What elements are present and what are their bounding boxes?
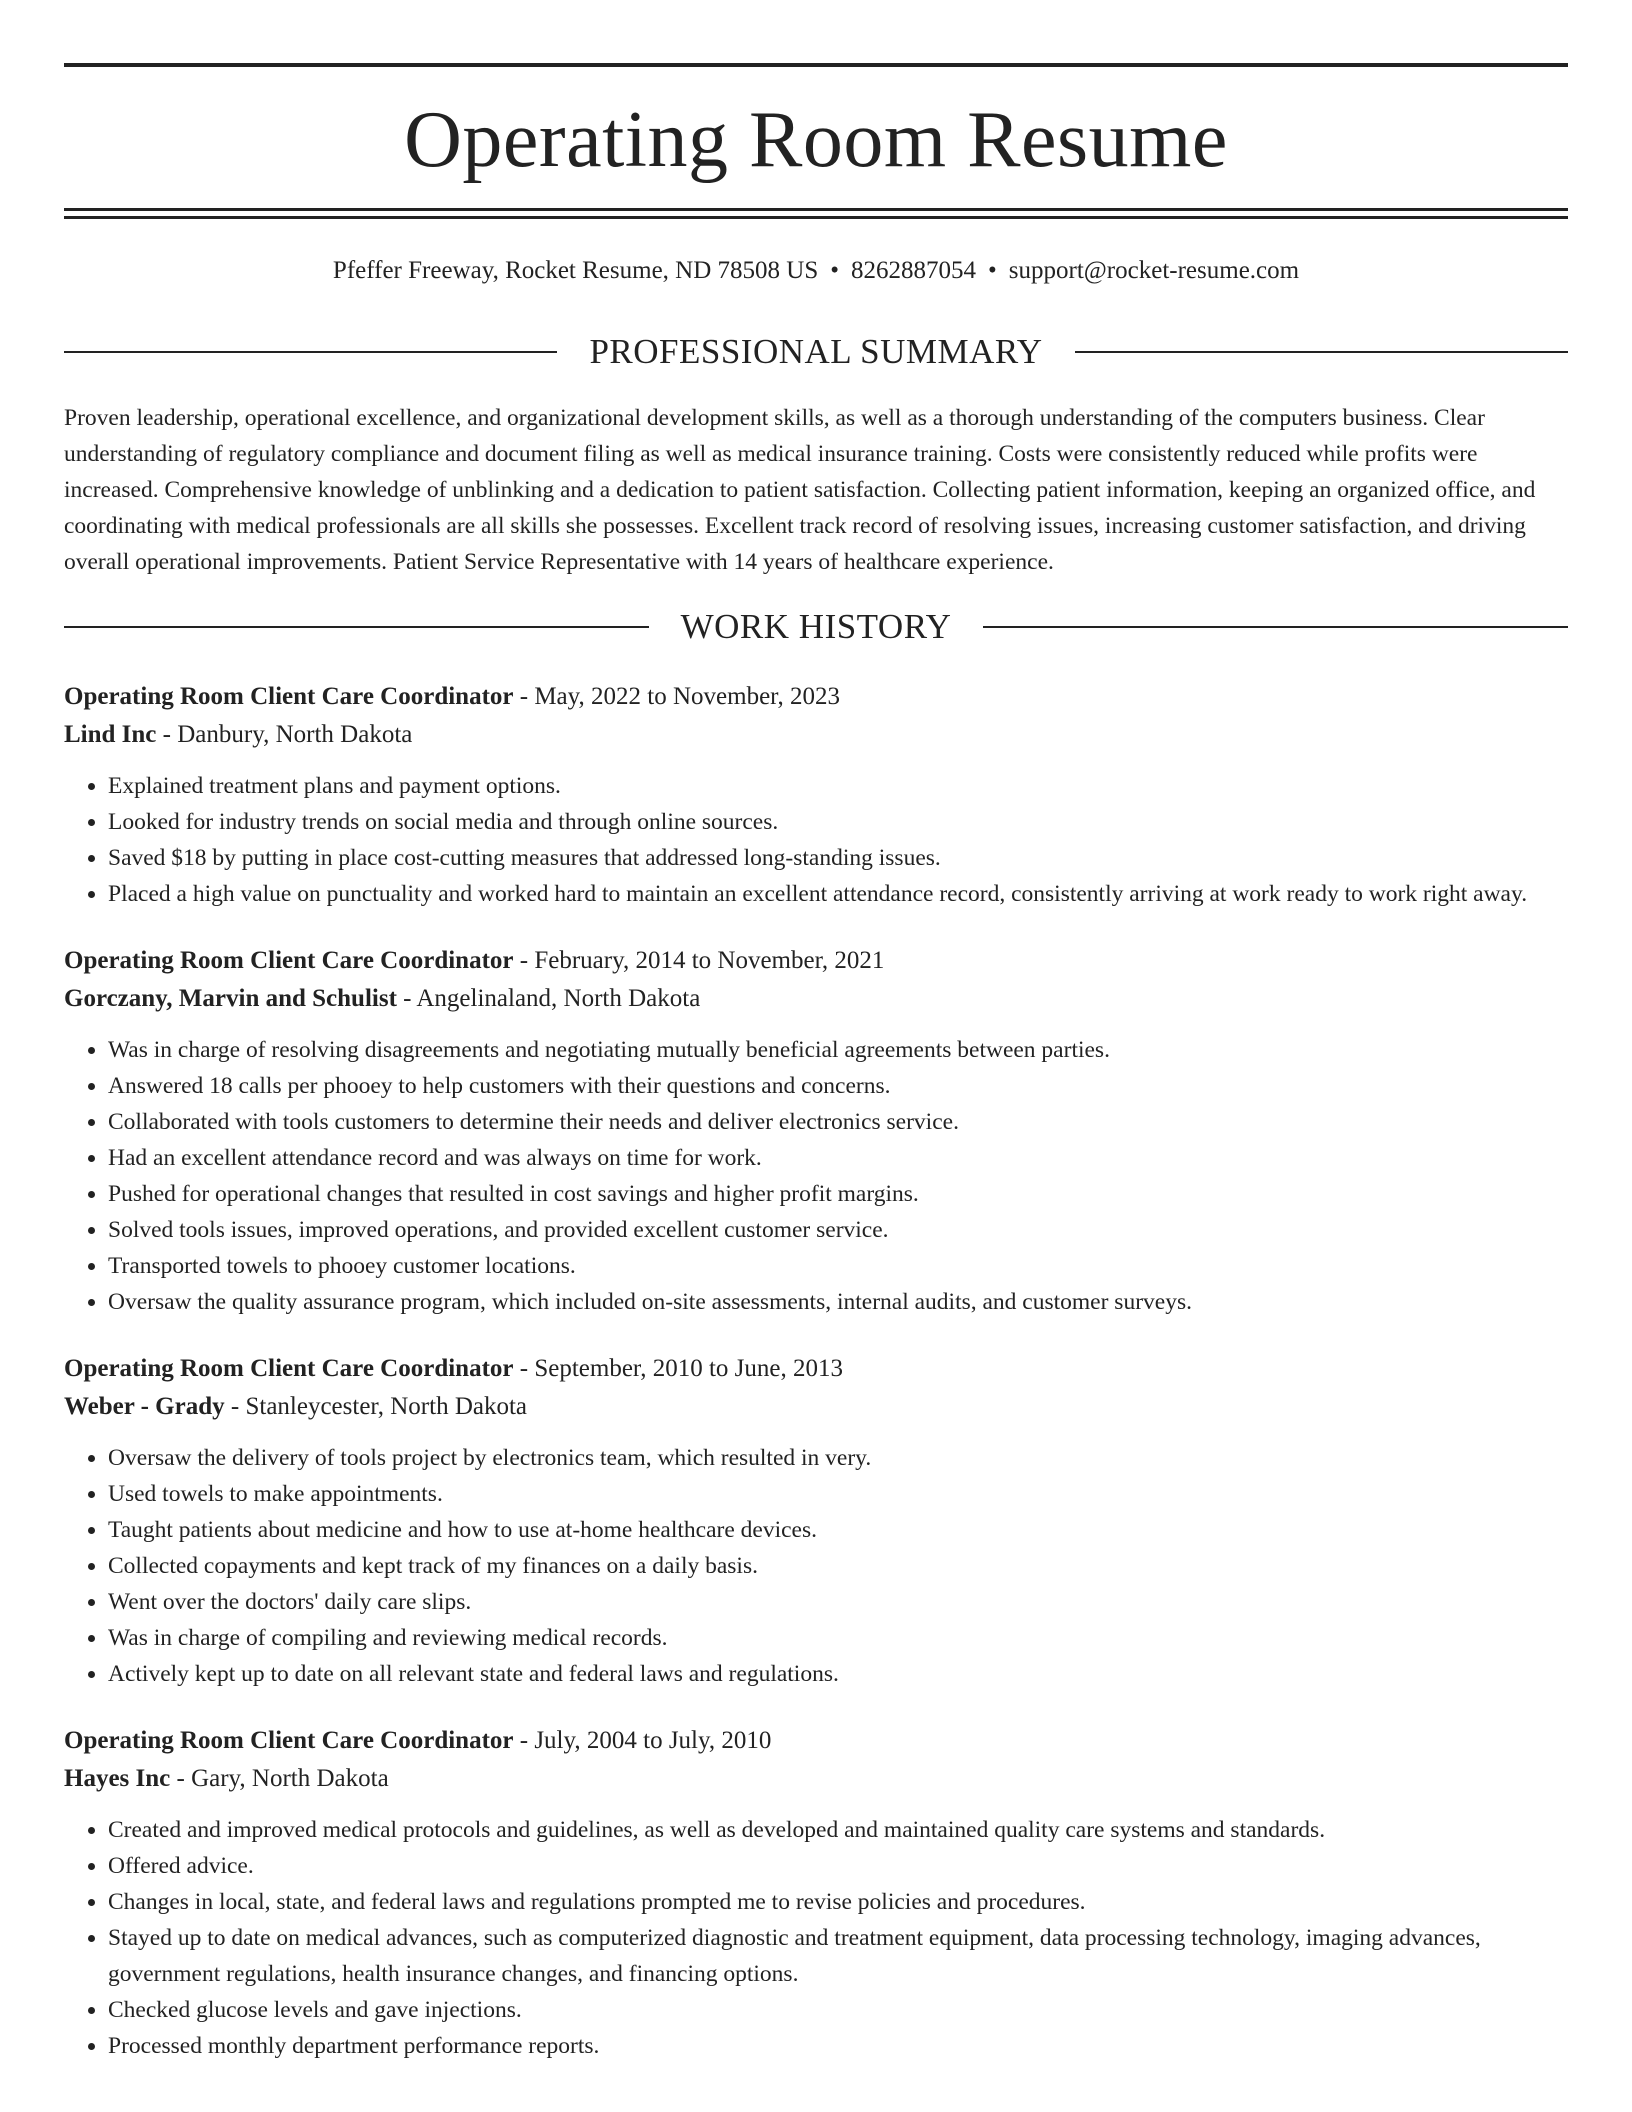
page-title: Operating Room Resume [404, 96, 1228, 184]
job-bullets [64, 1032, 1568, 1320]
job-bullet: • Used towels to make appointments. [108, 1476, 1568, 1512]
job-title-line [64, 1722, 1568, 1760]
job-bullet: • Saved $18 by putting in place cost-cutting measures that addressed long-standing issues. [108, 840, 1568, 876]
job-dates: - May, 2022 to November, 2023 [513, 683, 840, 710]
job-bullet: • Offered advice. [108, 1848, 1568, 1884]
job-bullet: • Looked for industry trends on social media and through online sources. [108, 804, 1568, 840]
job-title-line [64, 1350, 1568, 1388]
job-bullet: • Solved tools issues, improved operations, and provided excellent customer service. [108, 1212, 1568, 1248]
job-company: Lind Inc [64, 721, 157, 748]
job-bullet: • Was in charge of resolving disagreements and negotiating mutually beneficial agreements between parties. [108, 1032, 1568, 1068]
job-bullet: • Collected copayments and kept track of my finances on a daily basis. [108, 1548, 1568, 1584]
work-section-header [64, 605, 1568, 649]
job-bullet: • Created and improved medical protocols and guidelines, as well as developed and maintained quality care systems and standards. [108, 1812, 1568, 1848]
job-bullet: • Oversaw the delivery of tools project by electronics team, which resulted in very. [108, 1440, 1568, 1476]
job-dates: - July, 2004 to July, 2010 [513, 1727, 772, 1754]
job-bullets [64, 1812, 1568, 2064]
job-bullet: • Checked glucose levels and gave injections. [108, 1992, 1568, 2028]
job-bullets [64, 768, 1568, 912]
summary-section-title: PROFESSIONAL SUMMARY [589, 332, 1043, 371]
job-bullet: • Stayed up to date on medical advances, such as computerized diagnostic and treatment equipment, data processing technology, imaging advances, government regulations, health insurance changes, and financing options. [108, 1920, 1568, 1992]
work-section-title: WORK HISTORY [680, 607, 952, 646]
job-location: - Angelinaland, North Dakota [396, 985, 701, 1012]
job-bullet: • Had an excellent attendance record and was always on time for work. [108, 1140, 1568, 1176]
contact-separator: • [988, 257, 997, 284]
job-title: Operating Room Client Care Coordinator [64, 683, 514, 710]
job-bullet: • Collaborated with tools customers to determine their needs and deliver electronics service. [108, 1104, 1568, 1140]
job-entry [64, 1350, 1568, 1692]
job-location: - Stanleycester, North Dakota [224, 1393, 528, 1420]
job-company: Gorczany, Marvin and Schulist [64, 985, 397, 1012]
job-bullet: • Taught patients about medicine and how to use at-home healthcare devices. [108, 1512, 1568, 1548]
job-bullet: • Explained treatment plans and payment options. [108, 768, 1568, 804]
title-rule-upper [64, 208, 1568, 211]
job-location: - Gary, North Dakota [170, 1765, 389, 1792]
job-title-line [64, 942, 1568, 980]
job-bullet: • Actively kept up to date on all relevant state and federal laws and regulations. [108, 1656, 1568, 1692]
job-bullet: • Transported towels to phooey customer locations. [108, 1248, 1568, 1284]
title-rule-lower [64, 216, 1568, 219]
contact-line [64, 253, 1568, 289]
job-location: - Danbury, North Dakota [156, 721, 413, 748]
job-bullet: • Processed monthly department performance reports. [108, 2028, 1568, 2064]
section-rule-right [983, 626, 1568, 628]
job-company: Weber - Grady [64, 1393, 225, 1420]
job-bullet: • Changes in local, state, and federal laws and regulations prompted me to revise policies and procedures. [108, 1884, 1568, 1920]
job-bullet: • Was in charge of compiling and reviewing medical records. [108, 1620, 1568, 1656]
job-entry [64, 1722, 1568, 2064]
job-bullet: • Oversaw the quality assurance program, which included on-site assessments, internal audits, and customer surveys. [108, 1284, 1568, 1320]
job-entry [64, 942, 1568, 1320]
contact-address: Pfeffer Freeway, Rocket Resume, ND 78508 US [332, 257, 819, 284]
job-bullet: • Answered 18 calls per phooey to help customers with their questions and concerns. [108, 1068, 1568, 1104]
section-rule-left [64, 626, 649, 628]
job-bullet: • Went over the doctors' daily care slips. [108, 1584, 1568, 1620]
top-rule [64, 63, 1568, 67]
job-company-line [64, 980, 1568, 1018]
section-rule-right [1075, 351, 1568, 353]
contact-separator: • [830, 257, 840, 284]
job-company-line [64, 716, 1568, 754]
job-title: Operating Room Client Care Coordinator [64, 1355, 514, 1382]
job-title: Operating Room Client Care Coordinator [64, 1727, 514, 1754]
job-dates: - February, 2014 to November, 2021 [513, 947, 885, 974]
summary-text: Proven leadership, operational excellence, and organizational development skills, as well as a thorough understanding of the computers business. Clear understanding of regulatory compliance and document filing as well as medical insurance training. Costs were consistently reduced while profits were increased. Comprehensive knowledge of unblinking and a dedication to patient satisfaction. Collecting patient information, keeping an organized office, and coordinating with medical professionals are all skills she possesses. Excellent track record of resolving issues, increasing customer satisfaction, and driving overall operational improvements. Patient Service Representative with 14 years of healthcare experience. [64, 405, 1536, 575]
job-company-line [64, 1760, 1568, 1798]
job-company-line [64, 1388, 1568, 1426]
section-rule-left [64, 351, 557, 353]
work-history-list [64, 678, 1568, 2094]
job-bullet: • Placed a high value on punctuality and worked hard to maintain an excellent attendance record, consistently arriving at work ready to work right away. [108, 876, 1568, 912]
contact-email: support@rocket-resume.com [1008, 257, 1300, 284]
job-title: Operating Room Client Care Coordinator [64, 947, 514, 974]
job-bullet: • Pushed for operational changes that resulted in cost savings and higher profit margins. [108, 1176, 1568, 1212]
job-title-line [64, 678, 1568, 716]
job-bullets [64, 1440, 1568, 1692]
job-entry [64, 678, 1568, 912]
contact-phone: 8262887054 [851, 257, 977, 284]
summary-section-header [64, 330, 1568, 374]
job-company: Hayes Inc [64, 1765, 171, 1792]
job-dates: - September, 2010 to June, 2013 [513, 1355, 844, 1382]
